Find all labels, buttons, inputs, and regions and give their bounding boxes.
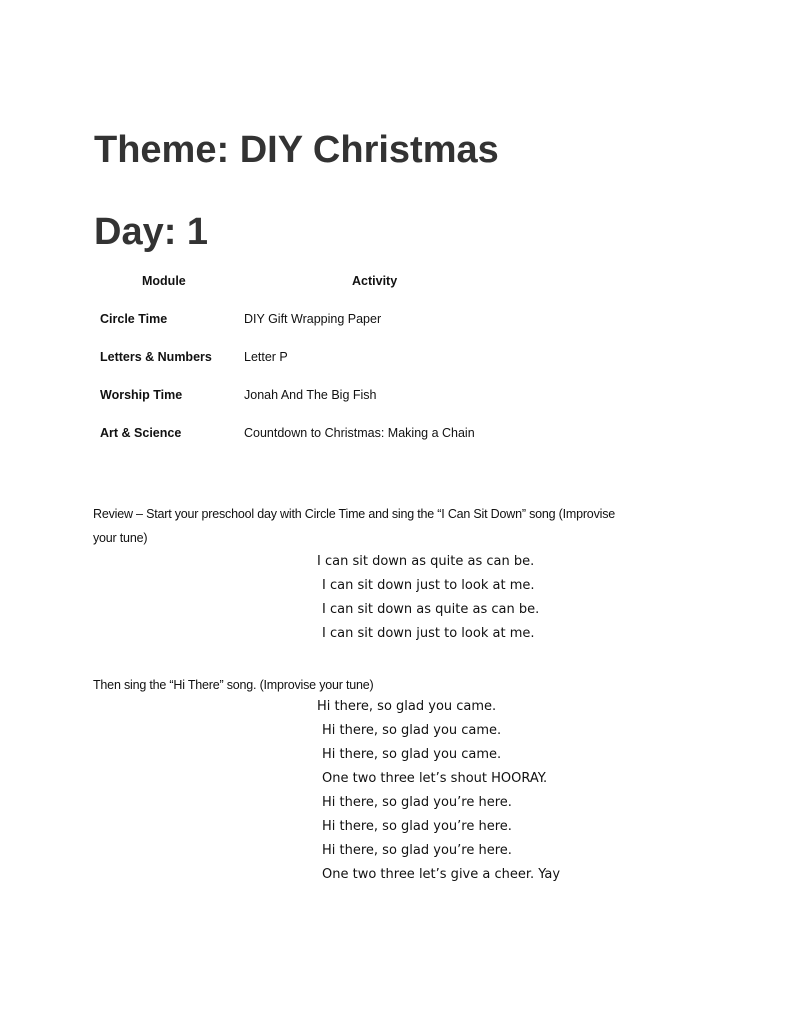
hi-there-intro: Then sing the “Hi There” song. (Improvise your tune) xyxy=(93,678,374,692)
lyric-line: Hi there, so glad you came. xyxy=(322,723,502,738)
review-paragraph-line1: Review – Start your preschool day with Circle Time and sing the “I Can Sit Down” song (Improvise xyxy=(93,507,615,521)
table-cell-activity: DIY Gift Wrapping Paper xyxy=(244,312,382,326)
lyric-line: Hi there, so glad you’re here. xyxy=(322,819,512,834)
day-title: Day: 1 xyxy=(94,211,209,253)
table-cell-module: Circle Time xyxy=(100,312,168,326)
table-cell-module: Worship Time xyxy=(100,388,183,402)
table-cell-activity: Letter P xyxy=(244,350,288,364)
lyric-line: Hi there, so glad you came. xyxy=(322,747,502,762)
table-cell-activity: Jonah And The Big Fish xyxy=(244,388,377,402)
lyric-line: I can sit down just to look at me. xyxy=(322,626,535,641)
table-header-activity: Activity xyxy=(352,274,398,288)
lyric-line: I can sit down as quite as can be. xyxy=(322,602,540,617)
table-cell-module: Letters & Numbers xyxy=(100,350,212,364)
table-cell-module: Art & Science xyxy=(100,426,182,440)
lyric-line: Hi there, so glad you’re here. xyxy=(322,795,512,810)
table-header-module: Module xyxy=(142,274,186,288)
lyric-line: Hi there, so glad you’re here. xyxy=(322,843,512,858)
theme-title: Theme: DIY Christmas xyxy=(94,129,499,171)
lyric-line: One two three let’s give a cheer. Yay xyxy=(322,867,561,882)
lyric-line: I can sit down just to look at me. xyxy=(322,578,535,593)
lyric-line: Hi there, so glad you came. xyxy=(317,699,497,714)
table-cell-activity: Countdown to Christmas: Making a Chain xyxy=(244,426,475,440)
lyric-line: One two three let’s shout HOORAY. xyxy=(322,771,548,786)
lyric-line: I can sit down as quite as can be. xyxy=(317,554,535,569)
review-paragraph-line2: your tune) xyxy=(93,531,148,545)
